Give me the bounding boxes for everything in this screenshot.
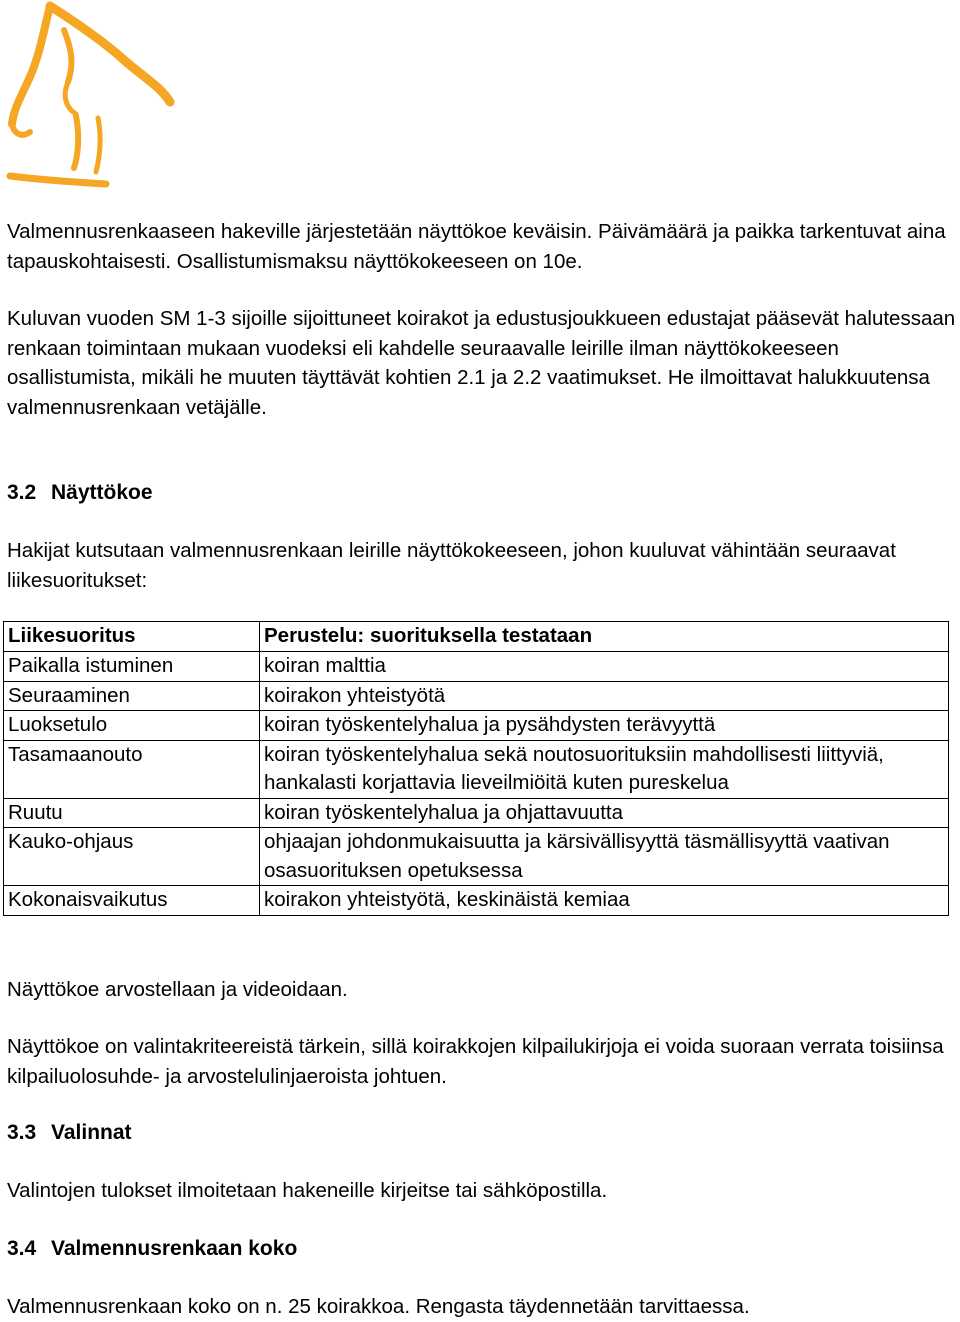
intro-paragraph: Valmennusrenkaaseen hakeville järjestetään näyttökoe keväisin. Päivämäärä ja paikka tarkentuvat aina tapauskohtaisesti. Osallistumismaksu näyttökokeeseen on 10e. bbox=[7, 220, 946, 273]
section-number: 3.2 bbox=[7, 481, 37, 504]
table-cell-reason: koiran työskentelyhalua ja pysähdysten terävyyttä bbox=[260, 711, 949, 741]
table-row bbox=[4, 681, 949, 711]
table-row bbox=[4, 652, 949, 682]
table-cell-exercise: Kokonaisvaikutus bbox=[4, 886, 260, 916]
table-cell-exercise: Tasamaanouto bbox=[4, 740, 260, 798]
table-cell-reason: koiran työskentelyhalua sekä noutosuorituksiin mahdollisesti liittyviä, hankalasti korjattavia lieveilmiöitä kuten pureskelua bbox=[260, 740, 949, 798]
sm-placement-paragraph: Kuluvan vuoden SM 1-3 sijoille sijoittuneet koirakot ja edustusjoukkueen edustajat pääsevät halutessaan renkaan toimintaan mukaan vuodeksi eli kahdelle seuraavalle leirille ilman näyttökokeeseen osallistumista, mikäli he muuten täyttävät kohtien 2.1 ja 2.2 vaatimukset. He ilmoittavat halukkuutensa valmennusrenkaan vetäjälle. bbox=[7, 307, 956, 419]
table-header-row bbox=[4, 622, 949, 652]
importance-paragraph: Näyttökoe on valintakriteereistä tärkein, sillä koirakkojen kilpailukirjoja ei voida suoraan verrata toisiinsa kilpailuolosuhde- ja arvostelulinjaeroista johtuen. bbox=[7, 1035, 944, 1088]
section-heading-3-3 bbox=[7, 1118, 132, 1147]
table-row bbox=[4, 740, 949, 798]
results-paragraph: Valintojen tulokset ilmoitetaan hakeneille kirjeitse tai sähköpostilla. bbox=[7, 1179, 608, 1202]
exercise-table bbox=[3, 621, 949, 916]
section-heading-3-2 bbox=[7, 478, 153, 507]
table-cell-reason: koiran työskentelyhalua ja ohjattavuutta bbox=[260, 798, 949, 828]
section-title: Valinnat bbox=[51, 1121, 132, 1144]
table-row bbox=[4, 711, 949, 741]
table-cell-reason: koirakon yhteistyötä bbox=[260, 681, 949, 711]
section-number: 3.3 bbox=[7, 1121, 37, 1144]
section-title: Näyttökoe bbox=[51, 481, 153, 504]
table-cell-exercise: Seuraaminen bbox=[4, 681, 260, 711]
table-row bbox=[4, 886, 949, 916]
table-row bbox=[4, 798, 949, 828]
table-cell-reason: koiran malttia bbox=[260, 652, 949, 682]
table-cell-exercise: Luoksetulo bbox=[4, 711, 260, 741]
table-cell-reason: koirakon yhteistyötä, keskinäistä kemiaa bbox=[260, 886, 949, 916]
assessment-paragraph: Näyttökoe arvostellaan ja videoidaan. bbox=[7, 978, 348, 1001]
dog-head-logo-icon bbox=[2, 0, 182, 192]
table-cell-exercise: Paikalla istuminen bbox=[4, 652, 260, 682]
section-heading-3-4 bbox=[7, 1234, 297, 1263]
section-title: Valmennusrenkaan koko bbox=[51, 1237, 298, 1260]
section-number: 3.4 bbox=[7, 1237, 37, 1260]
table-cell-reason: ohjaajan johdonmukaisuutta ja kärsivällisyyttä täsmällisyyttä vaativan osasuorituksen opetuksessa bbox=[260, 828, 949, 886]
table-cell-exercise: Kauko-ohjaus bbox=[4, 828, 260, 886]
table-cell-exercise: Ruutu bbox=[4, 798, 260, 828]
size-paragraph: Valmennusrenkaan koko on n. 25 koirakkoa. Rengasta täydennetään tarvittaessa. bbox=[7, 1295, 750, 1318]
invitation-paragraph: Hakijat kutsutaan valmennusrenkaan leirille näyttökokeeseen, johon kuuluvat vähintään seuraavat liikesuoritukset: bbox=[7, 539, 896, 592]
table-header-cell: Perustelu: suorituksella testataan bbox=[260, 622, 949, 652]
table-row bbox=[4, 828, 949, 886]
table-header-cell: Liikesuoritus bbox=[4, 622, 260, 652]
